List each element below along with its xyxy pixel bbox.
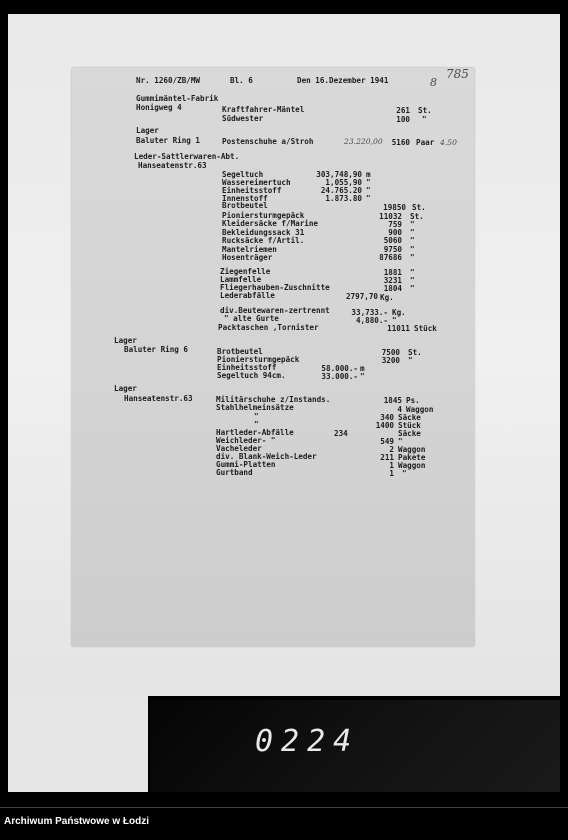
item-name: Rucksäcke f/Artil.: [222, 236, 305, 245]
item-unit: Waggon: [398, 445, 426, 454]
item-name: Südwester: [222, 114, 264, 123]
firm-name: Gummimäntel-Fabrik: [136, 94, 219, 103]
item-unit: m: [366, 170, 371, 179]
item-name: Lederabfälle: [220, 291, 275, 300]
item-name: Brotbeutel: [217, 347, 263, 356]
item-name: Vacheleder: [216, 444, 262, 453]
sheet-number: Bl. 6: [230, 76, 253, 85]
item-unit: Kg.: [392, 308, 406, 317]
reference-number: Nr. 1260/ZB/MW: [136, 76, 201, 85]
item-unit: ": [402, 469, 407, 478]
item-unit: Waggon: [398, 461, 426, 470]
location-street: Baluter Ring 1: [136, 136, 201, 145]
item-unit: ": [360, 372, 365, 381]
item-name: Einheitsstoff: [222, 186, 282, 195]
item-qty: 33.000.-: [321, 372, 358, 381]
item-unit: Säcke: [398, 413, 421, 422]
item-name: Segeltuch: [222, 170, 264, 179]
item-unit: ": [410, 253, 415, 262]
item-name: " alte Gurte: [224, 314, 279, 323]
item-qty: 5060: [383, 236, 402, 245]
item-name: Pioniersturmgepäck: [222, 211, 305, 220]
item-unit: ": [410, 284, 415, 293]
item-qty: 24.765.20: [320, 186, 362, 195]
item-unit: Säcke: [398, 429, 421, 438]
item-qty: 9750: [383, 245, 402, 254]
item-qty: 19850: [383, 203, 406, 212]
firm-street: Hanseatenstr.63: [138, 161, 207, 170]
item-unit: ": [408, 356, 413, 365]
document-page: [72, 68, 474, 646]
item-unit: ": [398, 437, 403, 446]
item-name: Einheitsstoff: [217, 363, 277, 372]
item-qty: 1.873.80: [325, 194, 362, 203]
item-name: Hartleder-Abfälle: [216, 428, 294, 437]
item-unit: Stück: [398, 421, 421, 430]
item-unit: Paar: [416, 138, 435, 147]
item-unit: ": [410, 245, 415, 254]
item-unit: ": [410, 268, 415, 277]
hand-note: 23.220,00: [344, 137, 383, 146]
item-name: Gummi-Platten: [216, 460, 276, 469]
item-unit: St.: [418, 106, 432, 115]
item-unit: ": [410, 228, 415, 237]
item-qty: 11032: [379, 212, 402, 221]
item-qty: 261: [396, 106, 410, 115]
item-qty: 1804: [383, 284, 402, 293]
item-qty: 100: [396, 115, 410, 124]
location-label: Lager: [136, 126, 159, 135]
item-qty: 1400: [375, 421, 394, 430]
item-name: Stahlhelmeinsätze: [216, 403, 294, 412]
item-qty: 4,880.-: [355, 316, 388, 325]
item-name: ": [254, 412, 259, 421]
item-name: Mantelriemen: [222, 245, 277, 254]
item-unit: ": [422, 115, 427, 124]
item-name: Kraftfahrer-Mäntel: [222, 105, 305, 114]
item-qty: 58.000.-: [321, 364, 358, 373]
item-name: Segeltuch 94cm.: [217, 371, 286, 380]
item-name: Wassereimertuch: [222, 178, 291, 187]
firm-name: Leder-Sattlerwaren-Abt.: [134, 152, 240, 161]
item-unit: ": [392, 316, 397, 325]
location-label: Lager: [114, 336, 137, 345]
item-unit: St.: [408, 348, 422, 357]
item-qty: 33,733.-: [351, 308, 388, 317]
item-qty: 2797,70: [345, 292, 378, 301]
location-street: Hanseatenstr.63: [124, 394, 193, 403]
item-qty: 759: [388, 220, 402, 229]
item-unit: ": [410, 236, 415, 245]
item-qty: 7500: [381, 348, 400, 357]
archive-backing-strip: [8, 696, 148, 792]
item-name: Gurtband: [216, 468, 253, 477]
archive-credit: Archiwum Państwowe w Łodzi: [4, 816, 150, 827]
item-unit: Ps.: [406, 396, 420, 405]
item-unit: St.: [410, 212, 424, 221]
page-mark: 785: [446, 67, 469, 81]
item-name: Pioniersturmgepäck: [217, 355, 300, 364]
item-qty: 340: [380, 413, 394, 422]
item-unit: Kg.: [380, 293, 394, 302]
item-name: Packtaschen ,Tornister: [218, 323, 319, 332]
item-extra: 234: [334, 429, 348, 438]
item-qty: 1845: [383, 396, 402, 405]
hand-price: 4.50: [440, 138, 457, 147]
item-unit: ": [366, 186, 371, 195]
item-qty: 11011: [387, 324, 410, 333]
item-qty: 211: [380, 453, 394, 462]
item-name: Innenstoff: [222, 194, 268, 203]
item-unit: Waggon: [406, 405, 434, 414]
item-qty: 4: [397, 405, 402, 414]
item-qty: 1: [389, 469, 394, 478]
location-street: Baluter Ring 6: [124, 345, 189, 354]
item-unit: ": [366, 194, 371, 203]
item-name: div. Blank-Weich-Leder: [216, 452, 317, 461]
item-name: Kleidersäcke f/Marine: [222, 219, 319, 228]
item-unit: ": [366, 178, 371, 187]
divider: [0, 807, 568, 808]
item-qty: 1,055,90: [325, 178, 362, 187]
frame-number: 0224: [255, 724, 360, 759]
item-name: Ziegenfelle: [220, 267, 271, 276]
item-qty: 3231: [383, 276, 402, 285]
item-qty: 2: [389, 445, 394, 454]
item-qty: 3200: [381, 356, 400, 365]
item-unit: Stück: [414, 324, 437, 333]
item-name: Brotbeutel: [222, 201, 268, 210]
item-unit: m: [360, 364, 365, 373]
item-name: Lammfelle: [220, 275, 262, 284]
firm-street: Honigweg 4: [136, 103, 182, 112]
location-label: Lager: [114, 384, 137, 393]
item-qty: 1: [389, 461, 394, 470]
item-unit: Pakete: [398, 453, 426, 462]
item-name: Fliegerhauben-Zuschnitte: [220, 283, 330, 292]
item-name: Postenschuhe a/Stroh: [222, 137, 314, 146]
item-unit: ": [410, 276, 415, 285]
item-name: div.Beutewaren-zertrennt: [220, 306, 330, 315]
item-name: Militärschuhe z/Instands.: [216, 395, 331, 404]
item-unit: St.: [412, 203, 426, 212]
item-qty: 1881: [383, 268, 402, 277]
item-qty: 549: [380, 437, 394, 446]
item-qty: 5160: [391, 138, 410, 147]
item-qty: 900: [388, 228, 402, 237]
item-name: Hosenträger: [222, 253, 273, 262]
item-unit: ": [410, 220, 415, 229]
item-qty: 87686: [379, 253, 402, 262]
item-name: Weichleder- ": [216, 436, 276, 445]
item-qty: 303,748,90: [316, 170, 362, 179]
document-date: Den 16.Dezember 1941: [297, 76, 389, 85]
item-name: ": [254, 420, 259, 429]
hand-mark: 8: [430, 76, 437, 89]
item-name: Bekleidungssack 31: [222, 228, 305, 237]
